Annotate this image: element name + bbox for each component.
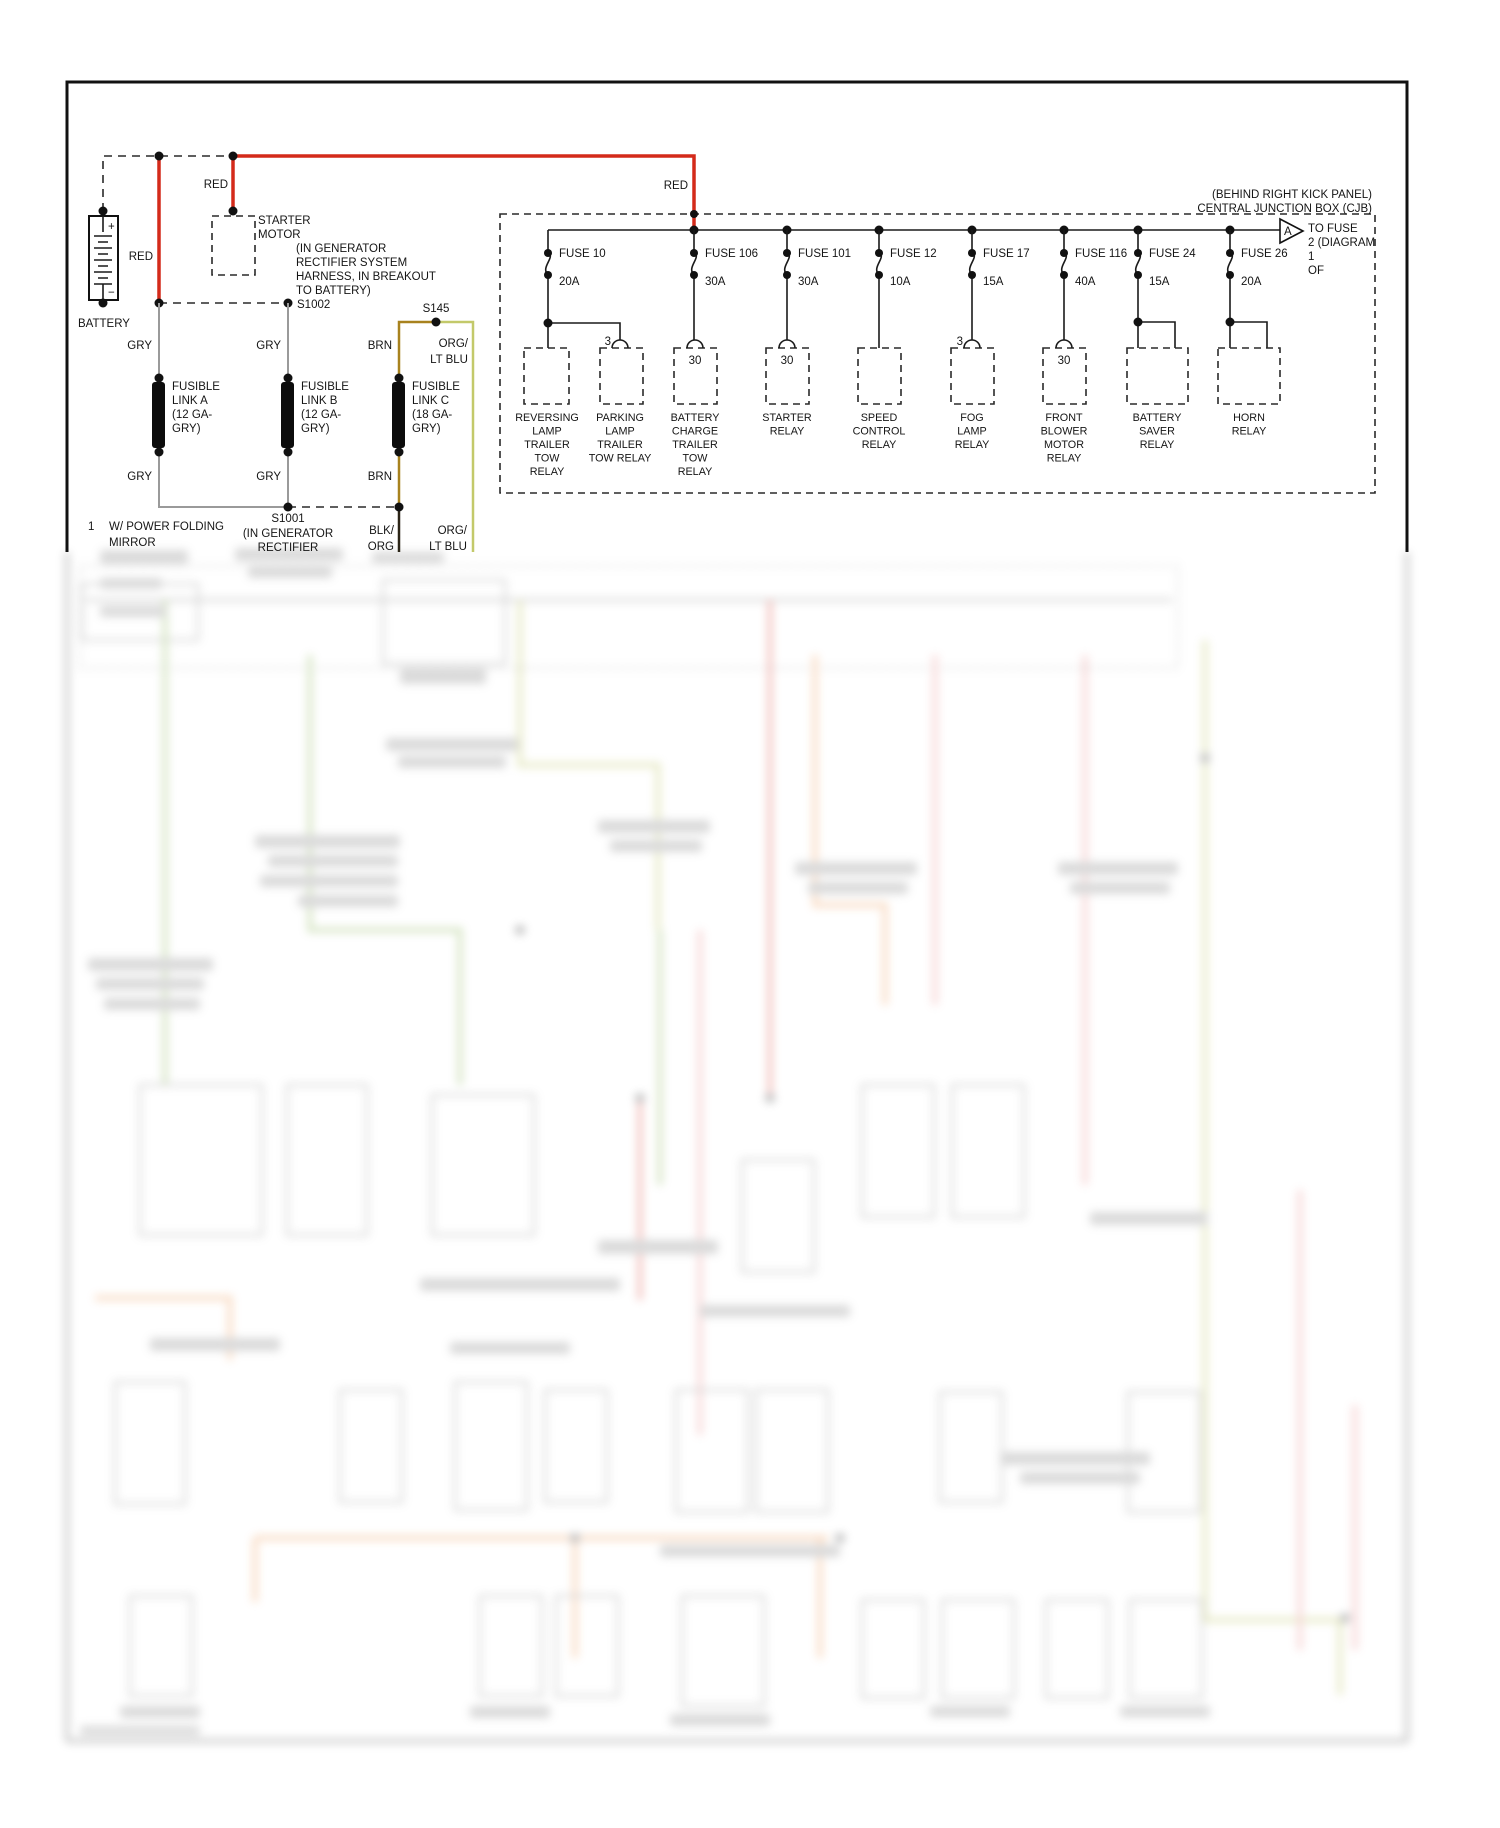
gry-label-b-bottom: GRY — [256, 471, 281, 483]
relay-label: SAVER — [1139, 425, 1175, 438]
relay-label: RELAY — [954, 439, 990, 451]
link-b-label-3: (12 GA- — [301, 409, 342, 421]
fuse-24-name: FUSE 24 — [1149, 248, 1196, 260]
link-b-label-1: FUSIBLE — [301, 381, 349, 393]
parking-terminal-arc — [612, 340, 628, 348]
s1001-note-2: RECTIFIER — [257, 542, 319, 554]
relay-label: CHARGE — [671, 425, 719, 438]
relay-label: CONTROL — [852, 425, 906, 438]
relay-label: FRONT — [1045, 412, 1083, 424]
relay-label: TRAILER — [597, 439, 643, 451]
fuse-17-name: FUSE 17 — [983, 248, 1030, 260]
gry-label-b-top: GRY — [256, 340, 281, 352]
red-label-cjb: RED — [663, 180, 688, 192]
relay-label: TRAILER — [672, 439, 718, 451]
relay-label: LAMP — [532, 425, 562, 438]
relay-label: RELAY — [677, 466, 713, 478]
fuse-10-name: FUSE 10 — [559, 248, 606, 260]
fuse-106-name: FUSE 106 — [705, 248, 759, 260]
battery-saver-relay-box — [1127, 348, 1188, 404]
to-fuse-line-2: 2 (DIAGRAM — [1308, 237, 1376, 249]
front-blower-pin-label: 30 — [1057, 355, 1071, 367]
relay-label: TOW — [682, 452, 708, 465]
org-ltblu-bottom-1: ORG/ — [437, 525, 467, 537]
battery-plus-sign: + — [108, 221, 115, 233]
relay-label: TOW — [534, 452, 560, 465]
cjb-name-label: CENTRAL JUNCTION BOX (CJB) — [1197, 203, 1372, 215]
fuse-12-amps: 10A — [890, 276, 911, 288]
battery-charge-terminal-arc — [687, 340, 703, 348]
footnote-line-1: W/ POWER FOLDING — [109, 521, 224, 533]
fuse-26-name: FUSE 26 — [1241, 248, 1288, 260]
fuses — [544, 230, 1288, 348]
link-c-label-2: LINK C — [412, 395, 450, 407]
fuse-12-name: FUSE 12 — [890, 248, 937, 260]
starter-motor-label-1: STARTER — [258, 215, 311, 227]
fusible-link-c — [368, 303, 473, 553]
fuse-26-amps: 20A — [1241, 276, 1262, 288]
gry-label-a-bottom: GRY — [127, 471, 152, 483]
parking-pin-label: 3 — [604, 336, 611, 348]
relay-label: TRAILER — [524, 439, 570, 451]
to-fuse-line-3: 1 — [1308, 251, 1315, 263]
fuse-116-name: FUSE 116 — [1075, 248, 1128, 260]
relay-label: FOG — [960, 412, 984, 424]
relay-label: MOTOR — [1044, 439, 1084, 451]
s1002-note-1: (IN GENERATOR — [296, 243, 387, 255]
starter-terminal-arc — [779, 340, 795, 348]
relay-label: LAMP — [957, 425, 987, 438]
relay-label: TOW RELAY — [588, 452, 652, 465]
relay-label: PARKING — [596, 412, 644, 424]
to-fuse-line-1: TO FUSE — [1308, 223, 1358, 235]
s1002-note-2: RECTIFIER SYSTEM — [296, 257, 408, 269]
link-c-label-4: GRY) — [412, 423, 441, 435]
relay-label: BATTERY — [1132, 412, 1182, 424]
s1002-note-3: HARNESS, IN BREAKOUT — [296, 271, 436, 283]
to-fuse-line-4: OF — [1308, 265, 1324, 277]
relay-label: RELAY — [1231, 425, 1267, 438]
org-ltblu-bottom-2: LT BLU — [429, 541, 467, 553]
relay-label: RELAY — [861, 439, 897, 451]
starter-pin-label: 30 — [780, 355, 794, 367]
relay-label: RELAY — [1139, 439, 1175, 451]
fog-terminal-arc — [964, 340, 980, 348]
link-c-label-3: (18 GA- — [412, 409, 453, 421]
fuse-101-name: FUSE 101 — [798, 248, 852, 260]
battery-charge-pin-label: 30 — [688, 355, 702, 367]
horn-relay-box — [1218, 348, 1280, 404]
speed-control-relay-box — [858, 348, 901, 404]
fuse-17-amps: 15A — [983, 276, 1004, 288]
fog-lamp-relay-box — [951, 348, 994, 404]
footnote-line-2: MIRROR — [109, 537, 156, 549]
parking-lamp-relay-box — [600, 348, 643, 404]
arrow-letter: A — [1284, 226, 1292, 238]
cjb-location-label: (BEHIND RIGHT KICK PANEL) — [1212, 189, 1372, 201]
relay-label: HORN — [1233, 412, 1265, 424]
relay-boxes — [524, 336, 1280, 404]
relay-label: BATTERY — [670, 412, 720, 424]
relay-label: STARTER — [762, 412, 812, 424]
relay-label: BLOWER — [1040, 425, 1088, 438]
battery-label: BATTERY — [78, 318, 130, 330]
fuse-24-amps: 15A — [1149, 276, 1170, 288]
fuse-106-amps: 30A — [705, 276, 726, 288]
red-label-battery: RED — [128, 251, 153, 263]
gry-label-a-top: GRY — [127, 340, 152, 352]
relay-label: RELAY — [529, 466, 565, 478]
link-c-label-1: FUSIBLE — [412, 381, 460, 393]
battery-minus-sign: − — [108, 287, 115, 299]
s1001-note-1: (IN GENERATOR — [242, 528, 334, 540]
s1002-label: S1002 — [297, 299, 331, 311]
link-a-label-3: (12 GA- — [172, 409, 213, 421]
footnote-number: 1 — [88, 521, 95, 533]
fusible-link-b — [256, 303, 349, 507]
red-label-starter: RED — [203, 179, 228, 191]
starter-motor-label-2: MOTOR — [258, 229, 301, 241]
link-a-label-2: LINK A — [172, 395, 208, 407]
org-ltblu-top-1: ORG/ — [438, 338, 468, 350]
relay-label: RELAY — [769, 425, 805, 438]
brn-label-top: BRN — [367, 340, 392, 352]
link-b-label-4: GRY) — [301, 423, 330, 435]
blk-org-label-2: ORG — [367, 541, 394, 553]
link-a-label-4: GRY) — [172, 423, 201, 435]
fuse-116-amps: 40A — [1075, 276, 1096, 288]
s145-label: S145 — [422, 303, 450, 315]
s1002-note-4: TO BATTERY) — [296, 285, 371, 297]
fuse-10-amps: 20A — [559, 276, 580, 288]
blurred-diagram-region — [67, 548, 1407, 1741]
relay-label: LAMP — [605, 425, 635, 438]
brn-label-bottom: BRN — [367, 471, 392, 483]
front-blower-terminal-arc — [1056, 340, 1072, 348]
fuse-101-amps: 30A — [798, 276, 819, 288]
reversing-lamp-relay-box — [524, 348, 569, 404]
to-fuse-2-arrow — [1280, 219, 1375, 277]
relay-labels — [515, 412, 1266, 478]
link-b-label-2: LINK B — [301, 395, 338, 407]
s1001-label: S1001 — [271, 513, 305, 525]
battery-symbol — [89, 207, 118, 308]
fog-pin-label: 3 — [956, 336, 963, 348]
relay-label: SPEED — [860, 412, 898, 424]
relay-label: RELAY — [1046, 452, 1082, 465]
blk-org-label-1: BLK/ — [369, 525, 394, 537]
org-ltblu-top-2: LT BLU — [430, 354, 468, 366]
power-distribution-diagram — [67, 82, 1407, 554]
link-a-label-1: FUSIBLE — [172, 381, 220, 393]
relay-label: REVERSING — [515, 412, 579, 424]
